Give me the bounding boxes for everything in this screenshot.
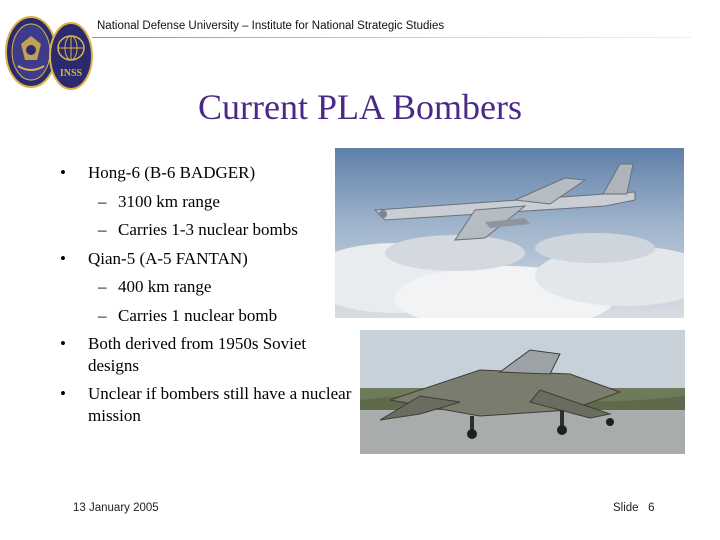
inss-logo-text: INSS: [59, 68, 83, 79]
slide-number: [613, 502, 655, 514]
sub-bullet-text: Carries 1 nuclear bomb: [118, 305, 278, 325]
bullet-dot: •: [60, 334, 66, 353]
qian-5-fantan-photo: [360, 330, 685, 454]
sub-bullet-item: [60, 276, 360, 298]
sub-bullet-dash: –: [98, 305, 107, 325]
bullet-item: [60, 333, 360, 376]
sub-bullet-text: Carries 1-3 nuclear bombs: [118, 220, 298, 239]
bullet-item: [60, 383, 360, 426]
bullet-text: Qian-5 (A-5 FANTAN): [88, 248, 248, 268]
inss-logo: [48, 20, 94, 92]
slide-title: Current PLA Bombers: [198, 87, 522, 127]
hong-6-bomber-photo: [335, 148, 684, 318]
header-divider: [92, 37, 692, 38]
sub-bullet-dash: –: [98, 220, 107, 239]
bullet-dot: •: [60, 384, 66, 403]
sub-bullet-item: [60, 191, 360, 213]
bullet-dot: •: [60, 248, 66, 268]
sub-bullet-dash: –: [98, 277, 107, 296]
sub-bullet-dash: –: [98, 191, 107, 211]
bullet-dot: •: [60, 163, 66, 182]
slide-label: Slide: [613, 502, 639, 514]
bullet-text: Unclear if bombers still have a nuclear mission: [88, 384, 352, 425]
sub-bullet-item: [60, 219, 360, 241]
bullet-item: [60, 248, 360, 270]
sub-bullet-item: [60, 305, 360, 327]
sub-bullet-text: 400 km range: [118, 277, 212, 296]
header-institution: National Defense University – Institute for National Strategic Studies: [97, 20, 445, 32]
bullet-text: Hong-6 (B-6 BADGER): [88, 163, 256, 182]
bullet-text: Both derived from 1950s Soviet designs: [88, 334, 307, 375]
slide-number-value: 6: [648, 502, 655, 514]
bullet-item: [60, 162, 360, 184]
sub-bullet-text: 3100 km range: [118, 191, 220, 211]
footer-date: 13 January 2005: [73, 502, 159, 514]
bullet-list: [60, 162, 360, 433]
